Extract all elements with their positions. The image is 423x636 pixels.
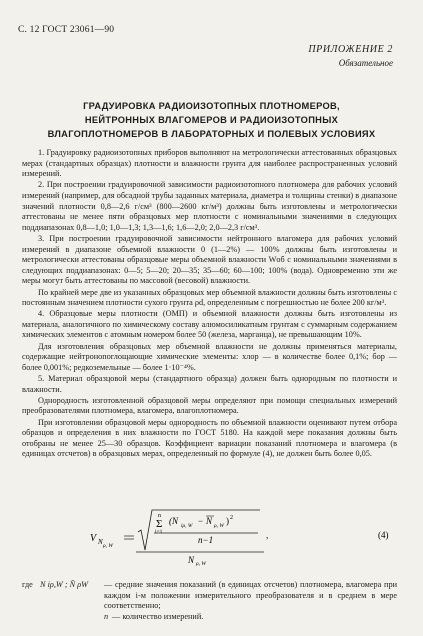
equation-number: (4) xyxy=(378,530,389,540)
formula-term-sub: iρ, W xyxy=(181,523,193,529)
legend-text: — средние значения показаний (в единицах отсчетов) плотномера, влагомера при каждом i-м положении измерительного преобразователя и в среднем в мере соответственно; xyxy=(104,580,397,611)
formula-minus: − xyxy=(198,516,204,526)
formula-outer-den-sub: ρ, W xyxy=(196,561,206,567)
title-line: ГРАДУИРОВКА РАДИОИЗОТОПНЫХ ПЛОТНОМЕРОВ, xyxy=(83,101,340,111)
paragraph: Однородность изготовленной образцовой меры определяют при помощи специальных измерений преобразователями плотномера, влагомера, влагоплотномера. xyxy=(22,395,397,416)
formula-mean: N xyxy=(206,516,213,526)
legend-text: — количество измерений. xyxy=(112,611,204,621)
formula-lhs: V xyxy=(90,533,97,544)
formula-power: 2 xyxy=(230,515,233,521)
paragraph: По крайней мере две из указанных образцовых мер объемной влажности должны быть изготовлены с постоянным значением плотности сухого грунта ρd, определенным с погрешностью не более 200 кг/м³. xyxy=(22,287,397,308)
sum-bottom: i=1 xyxy=(155,529,163,535)
legend-symbol: N iρ,W ; N̄ ρW xyxy=(40,580,89,589)
paragraph: 3. При построении градуировочной зависимости нейтронного влагомера для рабочих условий измерений в диапазоне объемной влажности 0 (1—2%) — 100% должны быть изготовлены и метрологически аттестованы образцовые меры объемной влажности Wоб с номинальными значениями в следующих поддиапазонах: 0—5; 5—20; 20—35; 35—60; 60—100; 100% (вода). Одновременно эти же меры могут быть аттестованы по массовой (весовой) влажности. xyxy=(22,233,397,286)
paragraph: Для изготовления образцовых мер объемной влажности не должны применяться материалы, содержащие нейтронопоглощающие химические элементы: хлор — в количестве более 0,1%; бор — более 0,001%; редкоземельные — более 1·10⁻⁴%. xyxy=(22,341,397,372)
formula-legend xyxy=(22,580,397,622)
paragraph: 1. Градуировку радиоизотопных приборов выполняют на метрологически аттестованных образцовых мерах (стандартных образцах) плотности и влажности грунта для наиболее распространенных условий измерений. xyxy=(22,148,397,179)
formula-term: (N xyxy=(169,516,178,526)
formula-4 xyxy=(90,508,400,566)
title-line: ВЛАГОПЛОТНОМЕРОВ В ЛАБОРАТОРНЫХ И ПОЛЕВЫХ УСЛОВИЯХ xyxy=(47,129,376,139)
paragraph: При изготовлении образцовой меры однородность по объемной влажности оценивают путем отбора образцов и определения в них влажности по ГОСТ 5180. На каждой мере показания должны быть отобраны не менее 25—30 образцов. Коэффициент вариации показаний плотномера и влагомера (в единицах отсчетов) в образцовых мерах, определенный по формуле (4), не должен быть более 0,05. xyxy=(22,417,397,459)
body-text xyxy=(22,148,397,461)
paragraph: 2. При построении градуировочной зависимости радиоизотопного плотномера для рабочих условий измерений (например, для обсадной трубы заданных материала, диаметра и толщины стенки) в диапазоне значений плотности 0,8—2,6 г/см³ (800—2600 кг/м³) должны быть изготовлены и метрологически аттестованы не менее пяти образцовых мер плотности с номинальными значениями в следующих поддиапазонах 0,8—1,0; 1,0—1,3; 1,3—1,6; 1,6—2,0; 2,0—2,3 г/см³. xyxy=(22,180,397,232)
sum-top: n xyxy=(158,513,161,519)
formula-mean-sub: ρ, W xyxy=(214,523,224,529)
formula-comma: , xyxy=(266,530,269,540)
paragraph: 4. Образцовые меры плотности (ОМП) и объемной влажности должны быть изготовлены из материала, аналогичного по химическому составу алюмосиликатным грунтам с суммарным содержанием химических элементов с атомным номером более 50 (железа, марганца), не превышающим 10%. xyxy=(22,309,397,340)
legend-item xyxy=(22,612,397,623)
appendix-status: Обязательное xyxy=(338,58,393,68)
section-title xyxy=(30,99,393,141)
formula-lhs-subsub: ρ, W xyxy=(103,543,113,549)
appendix-title: ПРИЛОЖЕНИЕ 2 xyxy=(308,44,393,55)
page-header: С. 12 ГОСТ 23061—90 xyxy=(18,25,115,35)
formula-outer-den: N xyxy=(188,555,195,565)
legend-label: где xyxy=(22,580,33,589)
paragraph: 5. Материал образцовой меры (стандартного образца) должен быть однородным по плотности и влажности. xyxy=(22,374,397,394)
appendix-block xyxy=(308,44,393,68)
formula-inner-den: n−1 xyxy=(198,535,214,545)
formula-close-paren: ) xyxy=(226,516,229,526)
formula-lhs-sub: N xyxy=(98,538,103,546)
title-line: НЕЙТРОННЫХ ВЛАГОМЕРОВ И РАДИОИЗОТОПНЫХ xyxy=(84,115,339,125)
sum-sign: Σ xyxy=(156,518,163,530)
legend-symbol: n xyxy=(104,611,109,621)
legend-item xyxy=(22,580,397,612)
